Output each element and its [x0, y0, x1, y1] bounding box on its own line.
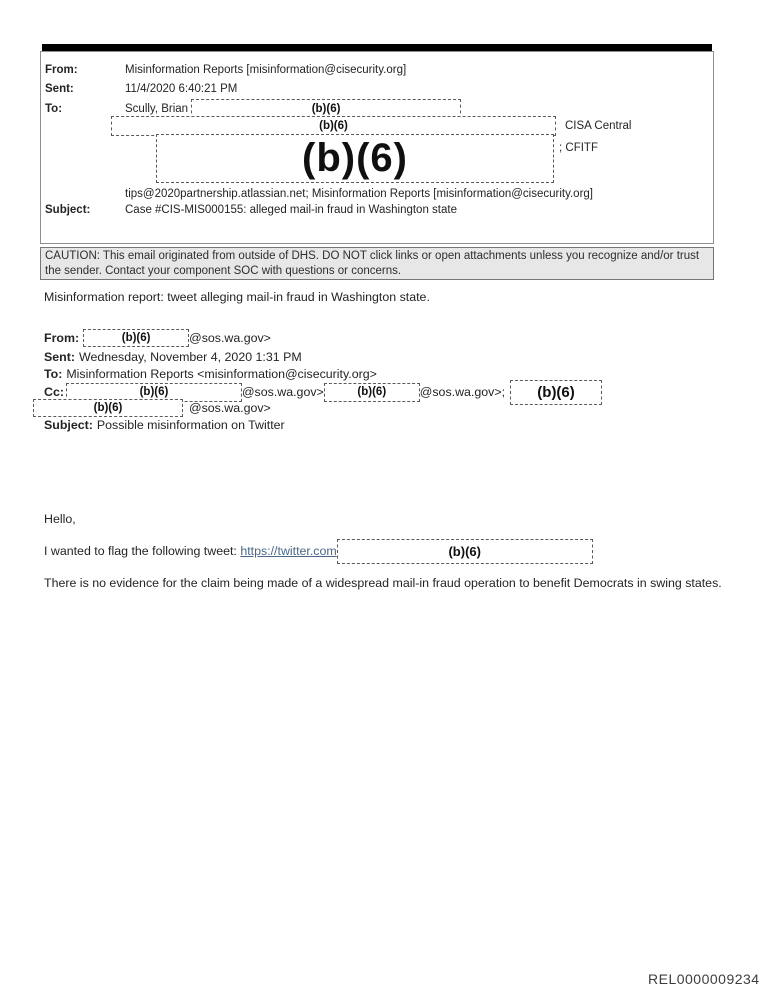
redaction-box-to-recipient-2: (b)(6) — [111, 116, 556, 136]
email2-sent-label: Sent: — [44, 350, 75, 364]
email2-assessment-text: There is no evidence for the claim being made of a widespread mail-in fraud operation to benefit Democrats in swing states. — [44, 576, 722, 590]
email1-from-label: From: — [45, 64, 78, 76]
email2-from-domain: @sos.wa.gov> — [189, 331, 271, 345]
email2-cc-domain-1: @sos.wa.gov> — [241, 385, 324, 399]
redaction-box-tweet-url: (b)(6) — [337, 539, 593, 564]
redaction-box-to-recipient: (b)(6) — [191, 99, 461, 119]
email2-from-label: From: — [44, 331, 80, 345]
email2-cc-domain-4: @sos.wa.gov> — [189, 401, 271, 415]
redaction-box-cc-1: (b)(6) — [66, 383, 242, 402]
email2-subject-value: Possible misinformation on Twitter — [96, 418, 285, 432]
email2-cc-label: Cc: — [44, 385, 64, 399]
email2-greeting: Hello, — [44, 512, 76, 526]
email1-body-text: Misinformation report: tweet alleging mail-in fraud in Washington state. — [44, 290, 430, 304]
redaction-box-cc-2: (b)(6) — [324, 383, 420, 402]
email2-subject-label: Subject: — [44, 418, 93, 432]
top-black-redaction-bar — [42, 44, 712, 51]
email2-sent-row — [44, 349, 302, 365]
email2-sent-value: Wednesday, November 4, 2020 1:31 PM — [78, 350, 302, 364]
email2-subject-row — [44, 417, 285, 433]
email1-sent-row — [45, 82, 237, 96]
email2-flag-row — [44, 538, 593, 564]
redaction-box-cc-4: (b)(6) — [33, 399, 183, 417]
email1-sent-label: Sent: — [45, 83, 74, 95]
cfitf-label: ; CFITF — [559, 142, 598, 154]
redaction-box-from-sender: (b)(6) — [83, 329, 189, 347]
email1-to-label: To: — [45, 102, 63, 115]
email2-cc-continued-row — [33, 399, 271, 417]
redaction-box-to-recipient-3-large: (b)(6) — [156, 134, 554, 183]
email1-to-continued: tips@2020partnership.atlassian.net; Misinformation Reports [misinformation@cisecurity.org] — [125, 188, 593, 200]
email1-from-value: Misinformation Reports [misinformation@cisecurity.org] — [125, 64, 407, 76]
caution-banner: CAUTION: This email originated from outside of DHS. DO NOT click links or open attachments unless you recognize and/or trust the sender. Contact your component SOC with questions or concerns. — [40, 247, 714, 280]
email1-from-row — [45, 63, 406, 77]
email2-cc-domain-2: @sos.wa.gov>; — [419, 385, 506, 399]
release-number: REL0000009234 — [648, 971, 760, 987]
email1-to-value: Scully, Brian — [125, 102, 189, 115]
email1-subject-value: Case #CIS-MIS000155: alleged mail-in fraud in Washington state — [125, 204, 457, 216]
email1-sent-value: 11/4/2020 6:40:21 PM — [125, 83, 238, 95]
email2-intro-text: I wanted to flag the following tweet: — [44, 544, 241, 558]
email1-subject-label: Subject: — [45, 204, 91, 216]
email2-from-row — [44, 328, 271, 348]
email1-header-box — [40, 51, 714, 244]
email2-to-label: To: — [44, 367, 63, 381]
redaction-box-cc-3: (b)(6) — [510, 380, 602, 405]
email1-subject-row — [45, 203, 457, 217]
tweet-hyperlink[interactable]: https://twitter.com — [240, 544, 337, 558]
email2-to-value: Misinformation Reports <misinformation@cisecurity.org> — [66, 367, 377, 381]
cisa-central-label: CISA Central — [565, 120, 632, 132]
